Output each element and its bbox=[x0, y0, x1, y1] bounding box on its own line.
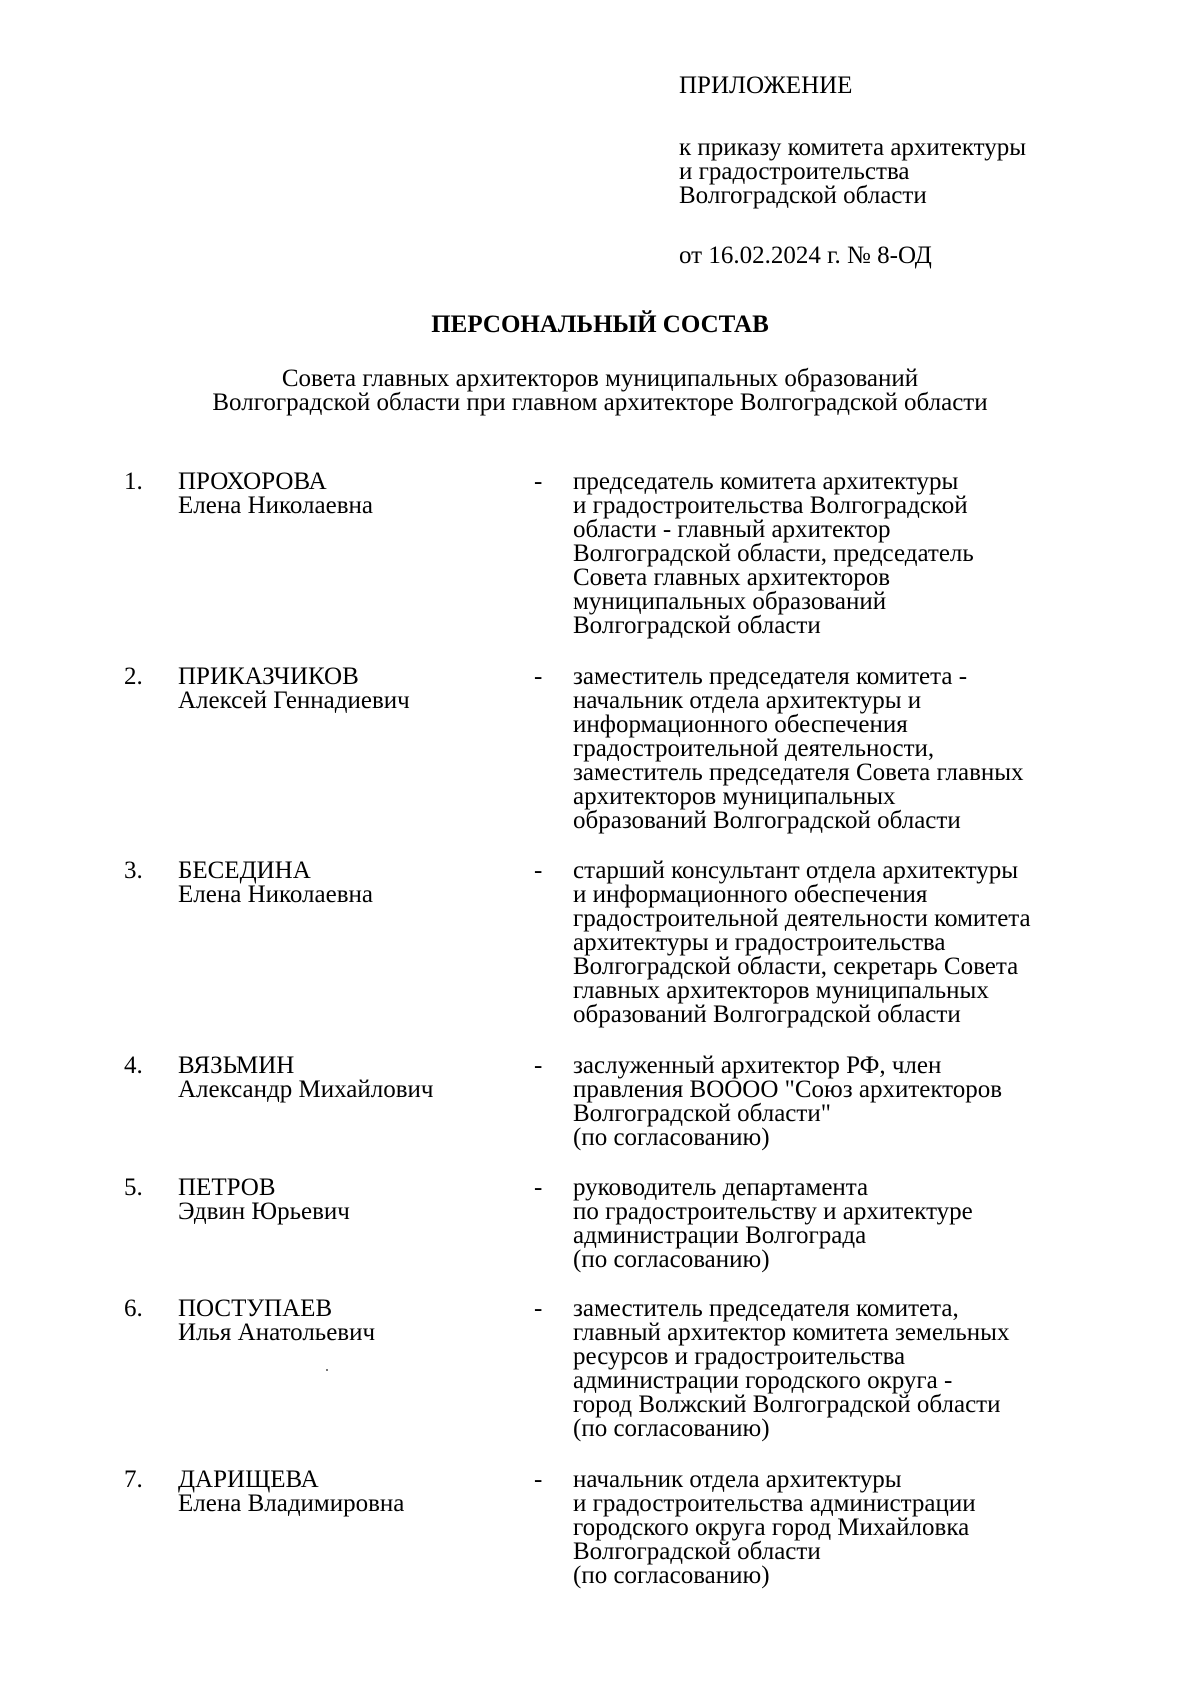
position-line: Волгоградской области bbox=[573, 1538, 821, 1565]
appendix-header bbox=[679, 74, 1026, 268]
addressee-line: к приказу комитета архитектуры bbox=[679, 134, 1027, 161]
position-line: архитекторов муниципальных bbox=[573, 783, 896, 810]
position-line: заместитель председателя комитета - bbox=[573, 663, 968, 690]
position-line: информационного обеспечения bbox=[573, 711, 908, 738]
position-line: образований Волгоградской области bbox=[573, 1001, 961, 1028]
member-dash: - bbox=[534, 1295, 543, 1322]
member-given-names: Илья Анатольевич bbox=[178, 1319, 376, 1346]
member-dash: - bbox=[534, 1052, 543, 1079]
position-line: городского округа город Михайловка bbox=[573, 1514, 970, 1541]
member-number: 7. bbox=[124, 1466, 143, 1493]
document-subtitle bbox=[0, 367, 1200, 415]
member-given-names: Елена Николаевна bbox=[178, 881, 373, 908]
member-given-names: Эдвин Юрьевич bbox=[178, 1198, 350, 1225]
position-line: начальник отдела архитектуры bbox=[573, 1466, 902, 1493]
member-position bbox=[573, 470, 974, 638]
member-name bbox=[178, 665, 410, 713]
member-number: 3. bbox=[124, 857, 143, 884]
subtitle-line: Совета главных архитекторов муниципальных образований bbox=[281, 365, 919, 392]
position-line: Совета главных архитекторов bbox=[573, 564, 891, 591]
position-line: (по согласованию) bbox=[573, 1562, 770, 1589]
position-line: заслуженный архитектор РФ, член bbox=[573, 1052, 942, 1079]
member-number: 6. bbox=[124, 1295, 143, 1322]
member-dash: - bbox=[534, 1466, 543, 1493]
position-line: заместитель председателя Совета главных bbox=[573, 759, 1024, 786]
member-surname: БЕСЕДИНА bbox=[178, 857, 311, 884]
member-name bbox=[178, 859, 373, 907]
member-name bbox=[178, 1468, 404, 1516]
member-surname: ПЕТРОВ bbox=[178, 1174, 276, 1201]
position-line: (по согласованию) bbox=[573, 1246, 770, 1273]
member-surname: ПОСТУПАЕВ bbox=[178, 1295, 333, 1322]
position-line: Волгоградской области" bbox=[573, 1100, 831, 1127]
position-line: заместитель председателя комитета, bbox=[573, 1295, 959, 1322]
member-number: 4. bbox=[124, 1052, 143, 1079]
member-name bbox=[178, 470, 373, 518]
member-surname: ПРИКАЗЧИКОВ bbox=[178, 663, 359, 690]
member-surname: ВЯЗЬМИН bbox=[178, 1052, 295, 1079]
position-line: администрации Волгограда bbox=[573, 1222, 867, 1249]
member-surname: ДАРИЩЕВА bbox=[178, 1466, 319, 1493]
member-dash: - bbox=[534, 468, 543, 495]
member-surname: ПРОХОРОВА bbox=[178, 468, 327, 495]
position-line: области - главный архитектор bbox=[573, 516, 891, 543]
member-dash: - bbox=[534, 857, 543, 884]
position-line: руководитель департамента bbox=[573, 1174, 869, 1201]
appendix-title: ПРИЛОЖЕНИЕ bbox=[679, 72, 853, 99]
subtitle-line: Волгоградской области при главном архитекторе Волгоградской области bbox=[212, 389, 988, 416]
addressee-line: и градостроительства bbox=[679, 158, 910, 185]
position-line: и градостроительства Волгоградской bbox=[573, 492, 968, 519]
position-line: муниципальных образований bbox=[573, 588, 887, 615]
member-position bbox=[573, 1297, 1009, 1441]
member-given-names: Елена Владимировна bbox=[178, 1490, 405, 1517]
member-dash: - bbox=[534, 663, 543, 690]
position-line: администрации городского округа - bbox=[573, 1367, 953, 1394]
member-number: 1. bbox=[124, 468, 143, 495]
member-given-names: Александр Михайлович bbox=[178, 1076, 434, 1103]
position-line: образований Волгоградской области bbox=[573, 807, 961, 834]
position-line: город Волжский Волгоградской области bbox=[573, 1391, 1001, 1418]
member-position bbox=[573, 1468, 976, 1588]
position-line: правления ВОООО "Союз архитекторов bbox=[573, 1076, 1003, 1103]
position-line: архитектуры и градостроительства bbox=[573, 929, 946, 956]
member-number: 5. bbox=[124, 1174, 143, 1201]
member-position bbox=[573, 1054, 1002, 1150]
addressee-line: Волгоградской области bbox=[679, 182, 927, 209]
position-line: Волгоградской области, председатель bbox=[573, 540, 974, 567]
position-line: Волгоградской области bbox=[573, 612, 821, 639]
position-line: председатель комитета архитектуры bbox=[573, 468, 959, 495]
order-date-number: от 16.02.2024 г. № 8-ОД bbox=[679, 242, 932, 269]
position-line: начальник отдела архитектуры и bbox=[573, 687, 922, 714]
member-name bbox=[178, 1176, 350, 1224]
position-line: старший консультант отдела архитектуры bbox=[573, 857, 1019, 884]
position-line: и информационного обеспечения bbox=[573, 881, 928, 908]
position-line: главных архитекторов муниципальных bbox=[573, 977, 989, 1004]
position-line: и градостроительства администрации bbox=[573, 1490, 976, 1517]
position-line: (по согласованию) bbox=[573, 1415, 770, 1442]
member-position bbox=[573, 859, 1031, 1027]
member-position bbox=[573, 665, 1024, 833]
appendix-addressee bbox=[679, 136, 1026, 208]
position-line: главный архитектор комитета земельных bbox=[573, 1319, 1010, 1346]
scan-speck bbox=[326, 1369, 328, 1371]
position-line: градостроительной деятельности комитета bbox=[573, 905, 1031, 932]
member-position bbox=[573, 1176, 973, 1272]
position-line: Волгоградской области, секретарь Совета bbox=[573, 953, 1019, 980]
member-number: 2. bbox=[124, 663, 143, 690]
position-line: градостроительной деятельности, bbox=[573, 735, 935, 762]
member-name bbox=[178, 1054, 433, 1102]
member-given-names: Алексей Геннадиевич bbox=[178, 687, 410, 714]
document-title: ПЕРСОНАЛЬНЫЙ СОСТАВ bbox=[431, 311, 769, 338]
position-line: (по согласованию) bbox=[573, 1124, 770, 1151]
member-dash: - bbox=[534, 1174, 543, 1201]
member-name bbox=[178, 1297, 375, 1345]
member-given-names: Елена Николаевна bbox=[178, 492, 373, 519]
position-line: по градостроительству и архитектуре bbox=[573, 1198, 973, 1225]
position-line: ресурсов и градостроительства bbox=[573, 1343, 906, 1370]
